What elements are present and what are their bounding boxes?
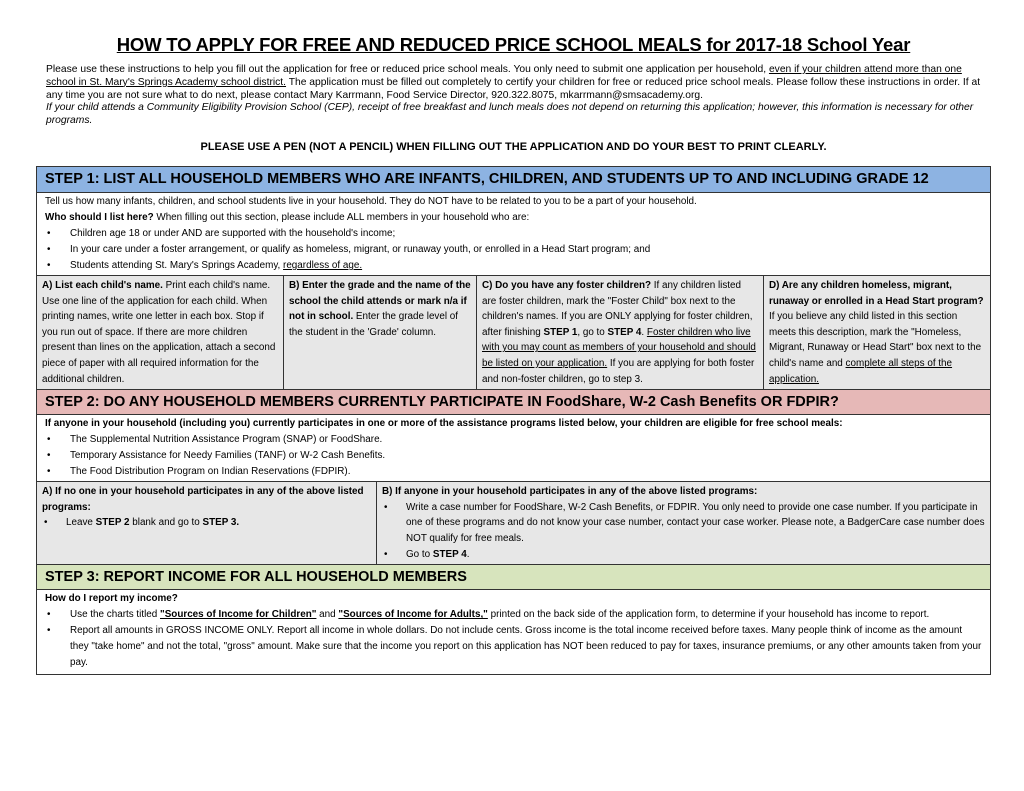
step1-body — [37, 193, 990, 275]
bullet-text: and — [316, 609, 339, 621]
step2-program-list — [45, 432, 982, 480]
intro-underlined-text: even if your children attend more than one school in St. Mary's Springs Academy school district. — [46, 64, 962, 88]
step-reference: STEP 1 — [543, 326, 578, 338]
step2-column-b — [377, 482, 990, 564]
step1-columns — [37, 275, 990, 389]
pen-notice: PLEASE USE A PEN (NOT A PENCIL) WHEN FILLING OUT THE APPLICATION AND DO YOUR BEST TO PRINT CLEARLY. — [200, 140, 827, 153]
step2-column-a — [37, 482, 377, 564]
page-title: HOW TO APPLY FOR FREE AND REDUCED PRICE SCHOOL MEALS for 2017-18 School Year — [116, 34, 911, 55]
column-heading: A) List each child's name. — [42, 279, 163, 291]
list-item: • Report all amounts in GROSS INCOME ONLY. Report all income in whole dollars. Do not include cents. Gross income is the total income received before taxes. Many people think of income as the amount they "take home" and not the total, "gross" amount. Make sure that the income you report on this application has NOT been reduced to pay for taxes, insurance premiums, or any other amounts taken from your pay. — [45, 623, 982, 671]
column-heading: B) Enter the grade and the name of the school the child attends or mark n/a if not in school. — [289, 279, 471, 323]
column-text: Print each child's name. Use one line of the application for each child. When printing names, write one letter in each box. Stop if you run out of space. If there are more children present than lines on the application, attach a second piece of paper with all required information for the additional children. — [42, 279, 276, 385]
column-underlined-text: Foster children who live with you may count as members of your household and should be listed on your application. — [482, 326, 756, 369]
intro-paragraph — [46, 64, 983, 102]
bullet-text: Students attending St. Mary's Springs Academy, — [70, 259, 284, 271]
step3-header: STEP 3: REPORT INCOME FOR ALL HOUSEHOLD MEMBERS — [37, 564, 990, 590]
step1-bullet-list — [45, 226, 982, 274]
column-underlined-text: complete all steps of the application. — [769, 357, 953, 385]
step2-column-b-list — [382, 500, 985, 562]
column-text: If you believe any child listed in this section meets this description, mark the "Homeless, Migrant, Runaway or Head Start" box next to the child's name and — [769, 311, 982, 369]
list-item — [382, 547, 985, 563]
list-item: • Write a case number for FoodShare, W-2 Cash Benefits, or FDPIR. You only need to provide one case number. If you participate in one of these programs and do not know your case number, contact your case worker. Please note, a BadgerCare case number does NOT qualify for free meals. — [382, 500, 985, 547]
list-item — [45, 607, 982, 623]
step3-body — [37, 590, 990, 674]
bullet-underlined-text: regardless of age. — [283, 259, 363, 271]
chart-reference-adults: "Sources of Income for Adults," — [338, 609, 488, 621]
step1-column-a — [37, 276, 284, 389]
column-heading: C) Do you have any foster children? — [482, 279, 652, 291]
column-text: Leave — [66, 517, 96, 529]
step2-column-a-list — [42, 515, 371, 531]
list-item — [45, 258, 982, 274]
bullet-text: Use the charts titled — [70, 609, 161, 621]
step1-intro-line: Tell us how many infants, children, and school students live in your household. They do NOT have to be related to you to be a part of your household. — [45, 195, 697, 207]
step1-column-b — [284, 276, 477, 389]
list-item: • In your care under a foster arrangement, or qualify as homeless, migrant, or runaway youth, or enrolled in a Head Start program; and — [45, 242, 982, 258]
step-reference: STEP 4 — [607, 326, 642, 338]
step1-section — [36, 166, 991, 675]
column-text: , go to — [577, 326, 608, 338]
column-text: blank and go to — [129, 517, 203, 529]
column-text: Enter the grade level of the student in the 'Grade' column. — [289, 311, 459, 338]
step1-header: STEP 1: LIST ALL HOUSEHOLD MEMBERS WHO ARE INFANTS, CHILDREN, AND STUDENTS UP TO AND INCLUDING GRADE 12 — [37, 167, 990, 193]
step1-column-d — [764, 276, 990, 389]
step1-column-c — [477, 276, 764, 389]
step2-header: STEP 2: DO ANY HOUSEHOLD MEMBERS CURRENTLY PARTICIPATE IN FoodShare, W-2 Cash Benefits OR FDPIR? — [37, 389, 990, 415]
step2-intro-line: If anyone in your household (including you) currently participates in one or more of the assistance programs listed below, your children are eligible for free school meals: — [45, 418, 843, 430]
intro-text-a: Please use these instructions to help you fill out the application for free or reduced price school meals. You only need to submit one application per household, — [46, 64, 769, 75]
column-heading: A) If no one in your household participates in any of the above listed programs: — [42, 486, 364, 513]
column-text: If any children listed are foster children, mark the "Foster Child" box next to the children's names. If you are ONLY applying for foster children, after finishing — [482, 279, 753, 338]
column-heading: D) Are any children homeless, migrant, runaway or enrolled in a Head Start program? — [769, 279, 984, 307]
cep-note: If your child attends a Community Eligibility Provision School (CEP), receipt of free breakfast and lunch meals does not depend on returning this application; however, this information is necessary for other programs. — [46, 102, 974, 127]
bullet-text: printed on the back side of the application form, to determine if your household has income to report. — [487, 609, 930, 621]
chart-reference-children: "Sources of Income for Children" — [160, 609, 317, 621]
list-item: • Temporary Assistance for Needy Families (TANF) or W-2 Cash Benefits. — [45, 448, 982, 464]
step-reference: STEP 4 — [432, 548, 467, 560]
step1-question-rest: When filling out this section, please include ALL members in your household who are: — [153, 211, 530, 223]
list-item: • Children age 18 or under AND are supported with the household's income; — [45, 226, 982, 242]
column-text: Go to — [406, 548, 433, 560]
column-text: . — [641, 326, 647, 338]
step2-columns — [37, 481, 990, 564]
step3-question: How do I report my income? — [45, 593, 178, 605]
column-heading: B) If anyone in your household participates in any of the above listed programs: — [382, 486, 758, 498]
intro-text — [46, 64, 983, 128]
step1-question-bold: Who should I list here? — [45, 211, 154, 223]
column-text: If you are applying for both foster and non-foster children, go to step 3. — [482, 357, 755, 385]
list-item — [42, 515, 371, 531]
list-item: • The Supplemental Nutrition Assistance Program (SNAP) or FoodShare. — [45, 432, 982, 448]
instruction-page — [36, 34, 991, 675]
step1-question — [45, 210, 982, 226]
step3-bullet-list — [45, 607, 982, 671]
step-reference: STEP 3. — [202, 517, 240, 529]
intro-text-b: The application must be filled out completely to certify your children for free or reduced price school meals. Please follow these instructions in order. If at any time you are not sure what to do next, please contact Mary Karrmann, Food Service Director, 920.322.8075, mkarrmann@smsacademy.org. — [46, 76, 981, 101]
list-item: • The Food Distribution Program on Indian Reservations (FDPIR). — [45, 464, 982, 480]
column-text: . — [466, 548, 470, 560]
step2-body — [37, 415, 990, 481]
step-reference: STEP 2 — [95, 517, 130, 529]
